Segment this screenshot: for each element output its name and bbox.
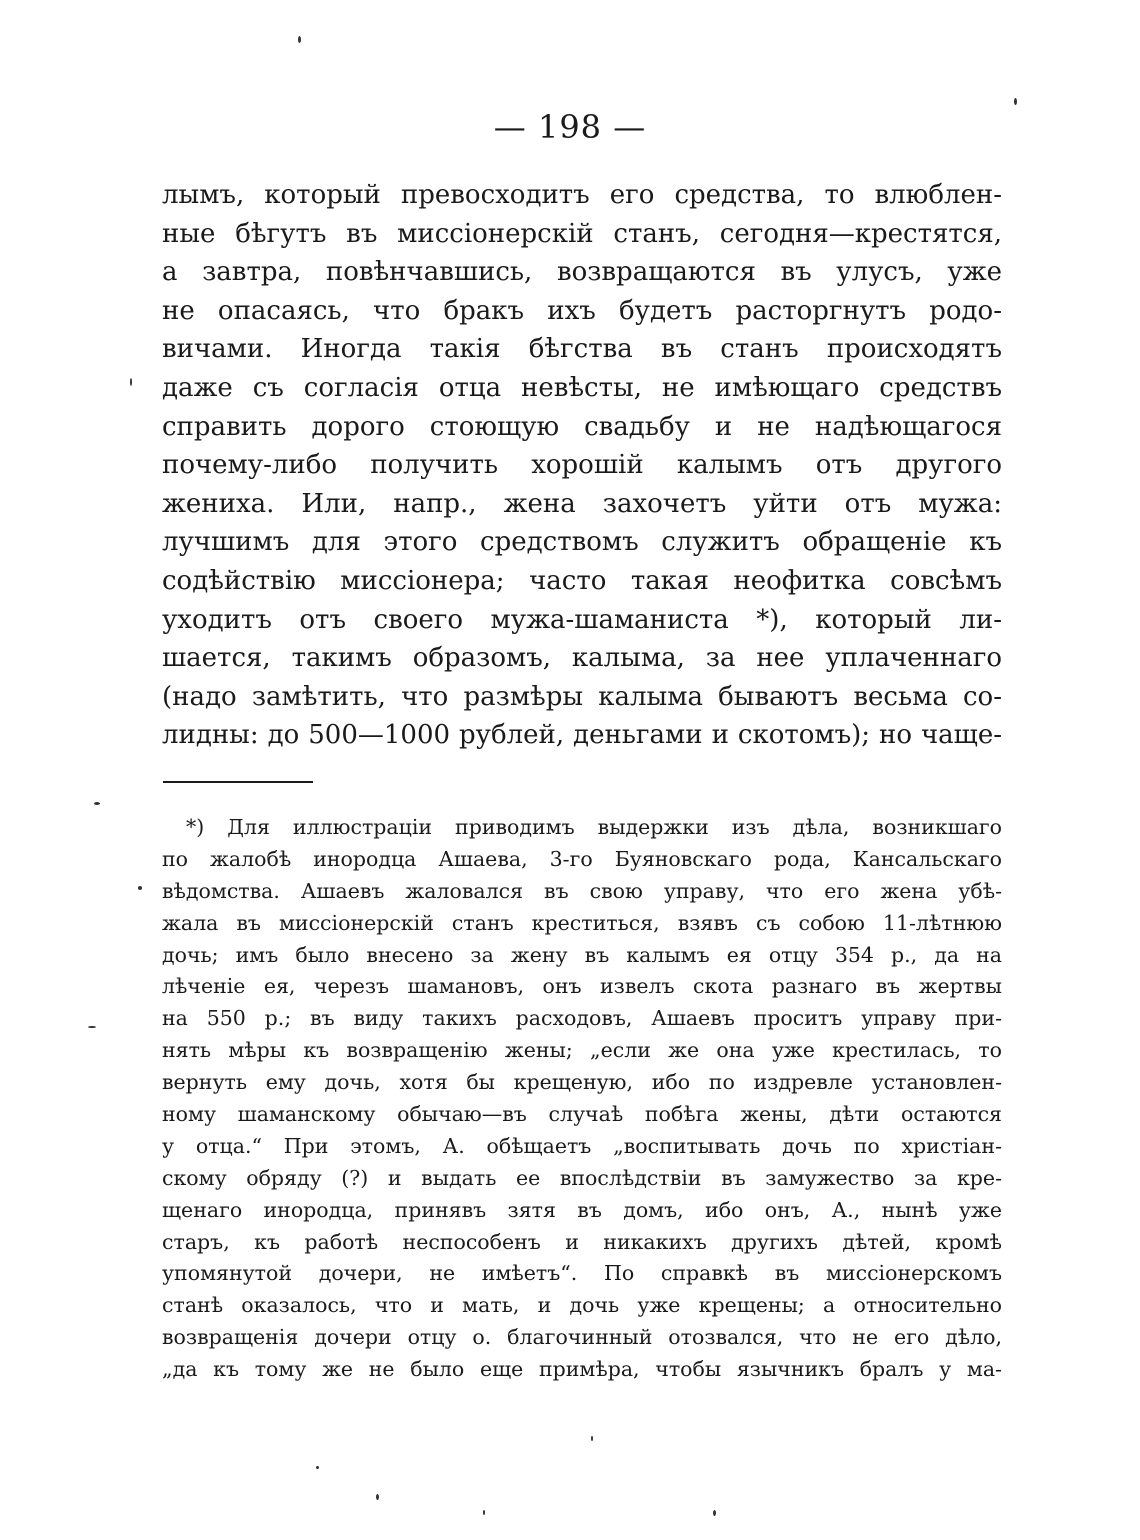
footnote-line: станѣ оказалось, что и мать, и дочь уже крещены; а относительно — [162, 1293, 1002, 1318]
body-line: лидны: до 500—1000 рублей, деньгами и скотомъ); но чаще- — [162, 720, 1002, 751]
page-number: — 198 — — [493, 108, 647, 146]
main-body-text — [162, 176, 1002, 755]
footnote-line: вѣдомства. Ашаевъ жаловался въ свою управу, что его жена убѣ- — [162, 878, 1002, 903]
body-line: жениха. Или, напр., жена захочетъ уйти отъ мужа: — [162, 488, 1002, 519]
body-line: даже съ согласія отца невѣсты, не имѣющаго средствъ — [162, 372, 1002, 403]
footnote-line: упомянутой дочери, не имѣетъ“. По справкѣ въ миссіонерскомъ — [162, 1261, 1002, 1286]
scan-speck — [94, 802, 100, 805]
body-line: лымъ, который превосходитъ его средства, то влюблен- — [162, 180, 1002, 210]
footnote-line: вернуть ему дочь, хотя бы крещеную, ибо по издревле установлен- — [162, 1070, 1002, 1095]
scan-speck — [316, 1466, 319, 1469]
body-line: почему-либо получить хорошій калымъ отъ другого — [162, 450, 1002, 481]
footnote-line: возвращенія дочери отцу о. благочинный отозвался, что не его дѣло, — [162, 1325, 1002, 1350]
body-line: справить дорого стоющую свадьбу и не надѣющагося — [162, 411, 1002, 442]
scan-speck — [130, 378, 132, 386]
footnote-line: старъ, къ работѣ неспособенъ и никакихъ другихъ дѣтей, кромѣ — [162, 1229, 1002, 1254]
scan-speck — [713, 1510, 716, 1516]
body-line: а завтра, повѣнчавшись, возвращаются въ улусъ, уже — [162, 257, 1002, 288]
footnote-line: жала въ миссіонерскій станъ креститься, взявъ съ собою 11-лѣтнюю — [162, 910, 1002, 935]
scan-speck — [591, 1436, 593, 1441]
footnote-line: лѣченіе ея, черезъ шамановъ, онъ извелъ скота разнаго въ жертвы — [162, 974, 1002, 999]
scan-speck — [376, 1494, 379, 1500]
footnote-line: щенаго инородца, принявъ зятя въ домъ, ибо онъ, А., нынѣ уже — [162, 1197, 1002, 1222]
scan-speck — [88, 1026, 96, 1028]
footnote — [162, 812, 1002, 1386]
footnote-line: „да къ тому же не было еще примѣра, чтобы язычникъ бралъ у ма- — [162, 1357, 1002, 1382]
body-line: не опасаясь, что бракъ ихъ будетъ расторгнутъ родо- — [162, 295, 1002, 326]
footnote-line: нять мѣры къ возвращенію жены; „если же она уже крестилась, то — [162, 1038, 1002, 1063]
footnote-line: дочь; имъ было внесено за жену въ калымъ ея отцу 354 р., да на — [162, 942, 1002, 967]
body-line: (надо замѣтить, что размѣры калыма бываютъ весьма со- — [162, 681, 1002, 712]
footnote-line: у отца.“ При этомъ, А. обѣщаетъ „воспитывать дочь по христіан- — [162, 1133, 1002, 1158]
footnote-line: *) Для иллюстраціи приводимъ выдержки изъ дѣла, возникшаго — [186, 815, 1002, 839]
scan-speck — [483, 1510, 485, 1515]
scan-speck — [298, 36, 301, 43]
body-line: ные бѣгутъ въ миссіонерскій станъ, сегодня—крестятся, — [162, 218, 1002, 249]
body-line: лучшимъ для этого средствомъ служитъ обращеніе къ — [162, 527, 1002, 558]
footnote-line: скому обряду (?) и выдать ее впослѣдствіи въ замужество за кре- — [162, 1165, 1002, 1190]
scan-speck — [138, 886, 142, 890]
footnote-separator — [163, 781, 313, 783]
body-line: содѣйствію миссіонера; часто такая неофитка совсѣмъ — [162, 565, 1002, 596]
scan-speck — [1014, 98, 1017, 105]
footnote-line: ному шаманскому обычаю—въ случаѣ побѣга жены, дѣти остаются — [162, 1102, 1002, 1127]
body-line: вичами. Иногда такія бѣгства въ станъ происходятъ — [162, 334, 1002, 365]
footnote-line: на 550 р.; въ виду такихъ расходовъ, Ашаевъ проситъ управу при- — [162, 1006, 1002, 1031]
footnote-line: по жалобѣ инородца Ашаева, 3-го Буяновскаго рода, Кансальскаго — [162, 846, 1002, 871]
body-line: шается, такимъ образомъ, калыма, за нее уплаченнаго — [162, 643, 1002, 674]
body-line: уходитъ отъ своего мужа-шаманиста *), который ли- — [162, 604, 1002, 635]
